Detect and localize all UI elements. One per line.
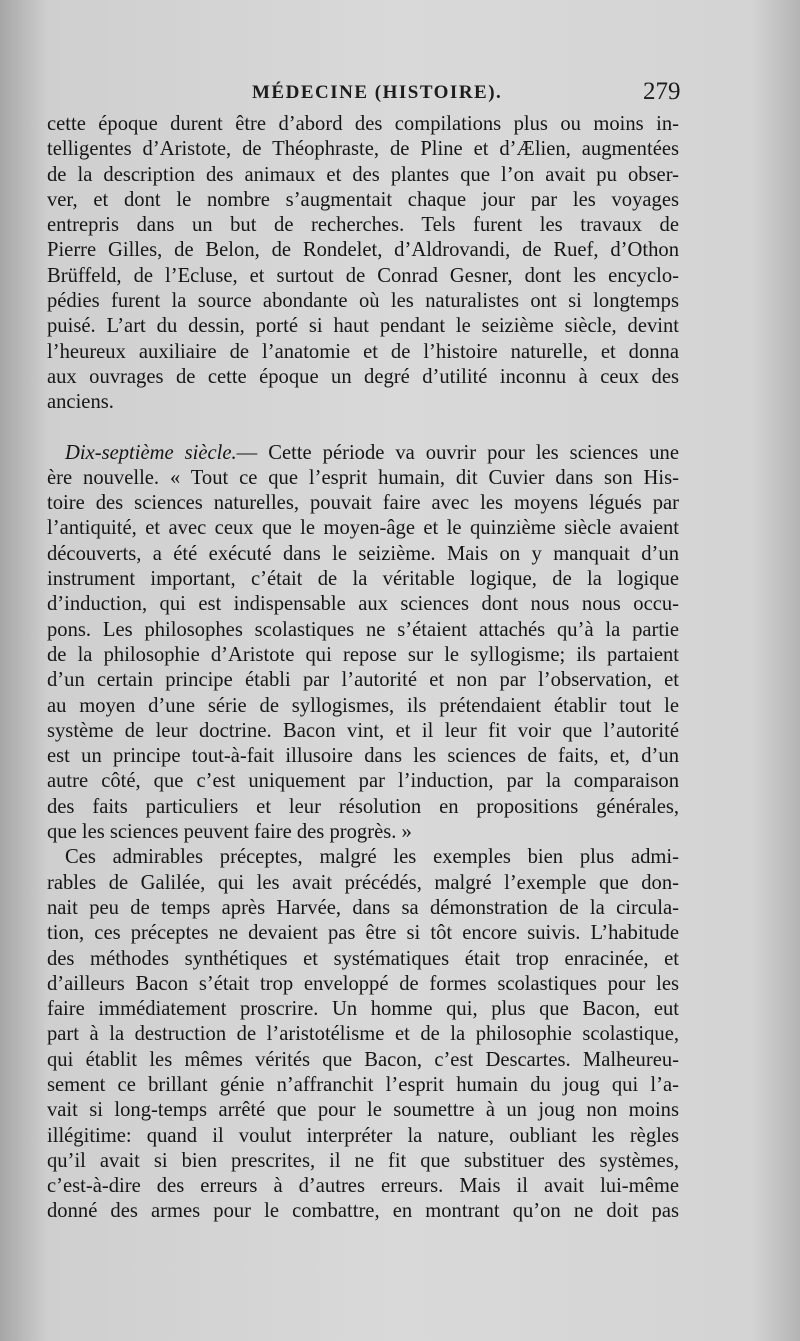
text-line: d’ailleurs Bacon s’était trop enveloppé de formes scolastiques pour les bbox=[47, 972, 679, 995]
body-text bbox=[47, 112, 679, 1225]
text-line: l’heureux auxiliaire de l’anatomie et de l’histoire naturelle, et donna bbox=[47, 340, 679, 363]
text-line: qu’il avait si bien prescrites, il ne fit que substituer des systèmes, bbox=[47, 1149, 679, 1172]
text-line: nait peu de temps après Harvée, dans sa démonstration de la circula- bbox=[47, 896, 679, 919]
text-line: aux ouvrages de cette époque un degré d’utilité inconnu à ceux des bbox=[47, 365, 679, 388]
text-line: puisé. L’art du dessin, porté si haut pendant le seizième siècle, devint bbox=[47, 315, 679, 338]
text-line: illégitime: quand il voulut interpréter la nature, oubliant les règles bbox=[47, 1124, 679, 1147]
text-line: de la philosophie d’Aristote qui repose sur le syllogisme; ils partaient bbox=[47, 643, 679, 666]
text-line: cette époque durent être d’abord des compilations plus ou moins in- bbox=[47, 113, 679, 135]
text-line: l’antiquité, et avec ceux que le moyen-âge et le quinzième siècle avaient bbox=[47, 517, 679, 540]
text-line: système de leur doctrine. Bacon vint, et il leur fit voir que l’autorité bbox=[47, 719, 679, 742]
text-line: donné des armes pour le combattre, en montrant qu’on ne doit pas bbox=[47, 1200, 679, 1223]
text-line: telligentes d’Aristote, de Théophraste, de Pline et d’Ælien, augmentées bbox=[47, 138, 679, 161]
text-line: c’est-à-dire des erreurs à d’autres erreurs. Mais il avait lui-même bbox=[47, 1175, 679, 1198]
text-line: des méthodes synthétiques et systématiques était trop enracinée, et bbox=[47, 947, 679, 970]
running-head bbox=[0, 78, 800, 112]
text-line: tion, ces préceptes ne devaient pas être si tôt encore suivis. L’habitude bbox=[47, 922, 679, 945]
text-line: pédies furent la source abondante où les naturalistes ont si longtemps bbox=[47, 290, 679, 313]
running-title: MÉDECINE (HISTOIRE). bbox=[252, 82, 503, 103]
text-line: qui établit les mêmes vérités que Bacon, c’est Descartes. Malheureu- bbox=[47, 1048, 679, 1071]
text-line: toire des sciences naturelles, pouvait faire avec les moyens légués par bbox=[47, 492, 679, 515]
text-line: découverts, a été exécuté dans le seizième. Mais on y manquait d’un bbox=[47, 542, 679, 565]
text-line: anciens. bbox=[47, 391, 114, 414]
text-line: faire immédiatement proscrire. Un homme qui, plus que Bacon, eut bbox=[47, 998, 679, 1021]
text-line: Dix-septième siècle.— Cette période va ouvrir pour les sciences une bbox=[65, 441, 679, 464]
text-line: vait si long-temps arrêté que pour le soumettre à un joug non moins bbox=[47, 1099, 679, 1122]
text-line: Ces admirables préceptes, malgré les exemples bien plus admi- bbox=[65, 846, 679, 869]
text-line: d’un certain principe établi par l’autorité et non par l’observation, et bbox=[47, 669, 679, 692]
text-line: de la description des animaux et des plantes que l’on avait pu obser- bbox=[47, 163, 679, 186]
text-line: est un principe tout-à-fait illusoire dans les sciences de faits, et, d’un bbox=[47, 745, 679, 768]
text-line: d’induction, qui est indispensable aux sciences dont nous nous occu- bbox=[47, 593, 679, 616]
text-line: au moyen d’une série de syllogismes, ils prétendaient établir tout le bbox=[47, 694, 679, 717]
text-line: instrument important, c’était de la véritable logique, de la logique bbox=[47, 568, 679, 591]
text-line: entrepris dans un but de recherches. Tels furent les travaux de bbox=[47, 214, 679, 237]
text-line: sement ce brillant génie n’affranchit l’esprit humain du joug qui l’a- bbox=[47, 1073, 679, 1096]
text-line: pons. Les philosophes scolastiques ne s’étaient attachés qu’à la partie bbox=[47, 618, 679, 641]
text-line: ver, et dont le nombre s’augmentait chaque jour par les voyages bbox=[47, 188, 679, 211]
text-line: ère nouvelle. « Tout ce que l’esprit humain, dit Cuvier dans son His- bbox=[47, 466, 679, 489]
text-line: part à la destruction de l’aristotélisme et de la philosophie scolastique, bbox=[47, 1023, 679, 1046]
text-line: que les sciences peuvent faire des progrès. » bbox=[47, 821, 412, 844]
paragraph bbox=[47, 112, 679, 416]
text-line: rables de Galilée, qui les avait précédés, malgré l’exemple que don- bbox=[47, 871, 679, 894]
text-line: autre côté, que c’est uniquement par l’induction, par la comparaison bbox=[47, 770, 679, 793]
page-number: 279 bbox=[643, 78, 681, 105]
paragraph bbox=[47, 845, 679, 1224]
text-line: Brüffeld, de l’Ecluse, et surtout de Conrad Gesner, dont les encyclo- bbox=[47, 264, 679, 287]
text-line: des faits particuliers et leur résolution en propositions générales, bbox=[47, 795, 679, 818]
paragraph bbox=[47, 441, 679, 846]
text-line: Pierre Gilles, de Belon, de Rondelet, d’Aldrovandi, de Ruef, d’Othon bbox=[47, 239, 679, 262]
